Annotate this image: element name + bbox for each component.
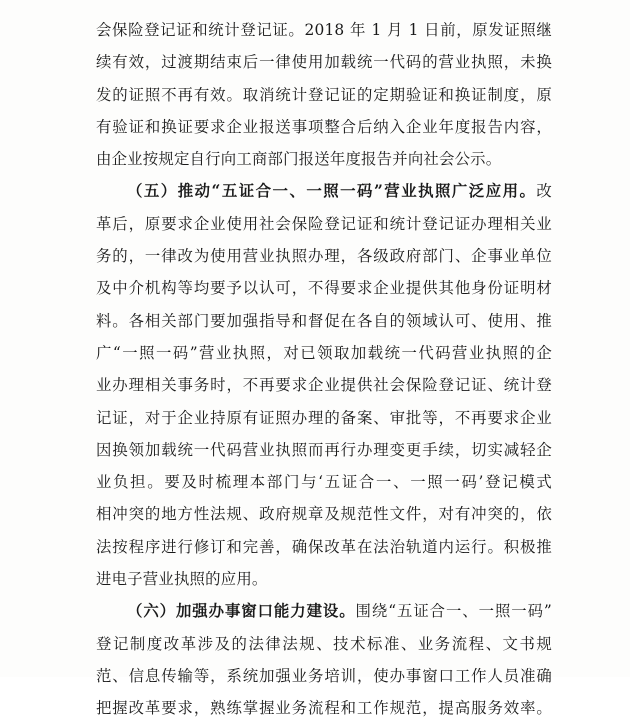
body-line: 法按程序进行修订和完善，确保改革在法治轨道内运行。积极推 [96,537,552,556]
body-line: 及中介机构等均要予以认可，不得要求企业提供其他身份证明材 [96,279,552,298]
document-body [96,14,552,725]
body-line: 因换领加载统一代码营业执照而再行办理变更手续，切实减轻企 [96,440,552,459]
section-6-first-line [96,595,552,627]
body-line: 把握改革要求，熟练掌握业务流程和工作规范，提高服务效率。 [96,699,552,718]
body-line: 有验证和换证要求企业报送事项整合后纳入企业年度报告内容， [96,117,552,136]
body-line: 发的证照不再有效。取消统计登记证的定期验证和换证制度，原 [96,85,552,104]
body-line: 记证，对于企业持原有证照办理的备案、审批等，不再要求企业 [96,408,552,427]
body-line: 由企业按规定自行向工商部门报送年度报告并向社会公示。 [96,150,502,169]
section-6-heading: （六）加强办事窗口能力建设。 [127,602,356,621]
body-line: 进电子营业执照的应用。 [96,570,268,589]
body-line: 范、信息传输等，系统加强业务培训，使办事窗口工作人员准确 [96,666,552,685]
body-line: 料。各相关部门要加强指导和督促在各自的领域认可、使用、推 [96,311,552,330]
body-line: 会保险登记证和统计登记证。2018 年 1 月 1 日前，原发证照继 [96,21,552,39]
section-6-lead-text: 围绕“五证合一、一照一码” [355,602,552,621]
body-line: 革后，原要求企业使用社会保险登记证和统计登记证办理相关业 [96,214,552,233]
body-line: 广“一照一码”营业执照，对已领取加载统一代码营业执照的企 [96,343,552,362]
body-line: 续有效，过渡期结束后一律使用加载统一代码的营业执照，未换 [96,53,552,72]
section-5-heading: （五）推动“五证合一、一照一码”营业执照广泛应用。 [127,182,537,201]
body-line: 业办理相关事务时，不再要求企业提供社会保险登记证、统计登 [96,376,552,395]
body-line: 务的，一律改为使用营业执照办理，各级政府部门、企事业单位 [96,247,552,266]
section-5-lead-text: 改 [536,182,552,201]
body-line: 登记制度改革涉及的法律法规、技术标准、业务流程、文书规 [96,634,552,653]
body-line: 相冲突的地方性法规、政府规章及规范性文件，对有冲突的，依 [96,505,552,524]
section-5-first-line [96,175,552,207]
body-line: 业负担。要及时梳理本部门与‘五证合一、一照一码’登记模式 [96,473,552,492]
